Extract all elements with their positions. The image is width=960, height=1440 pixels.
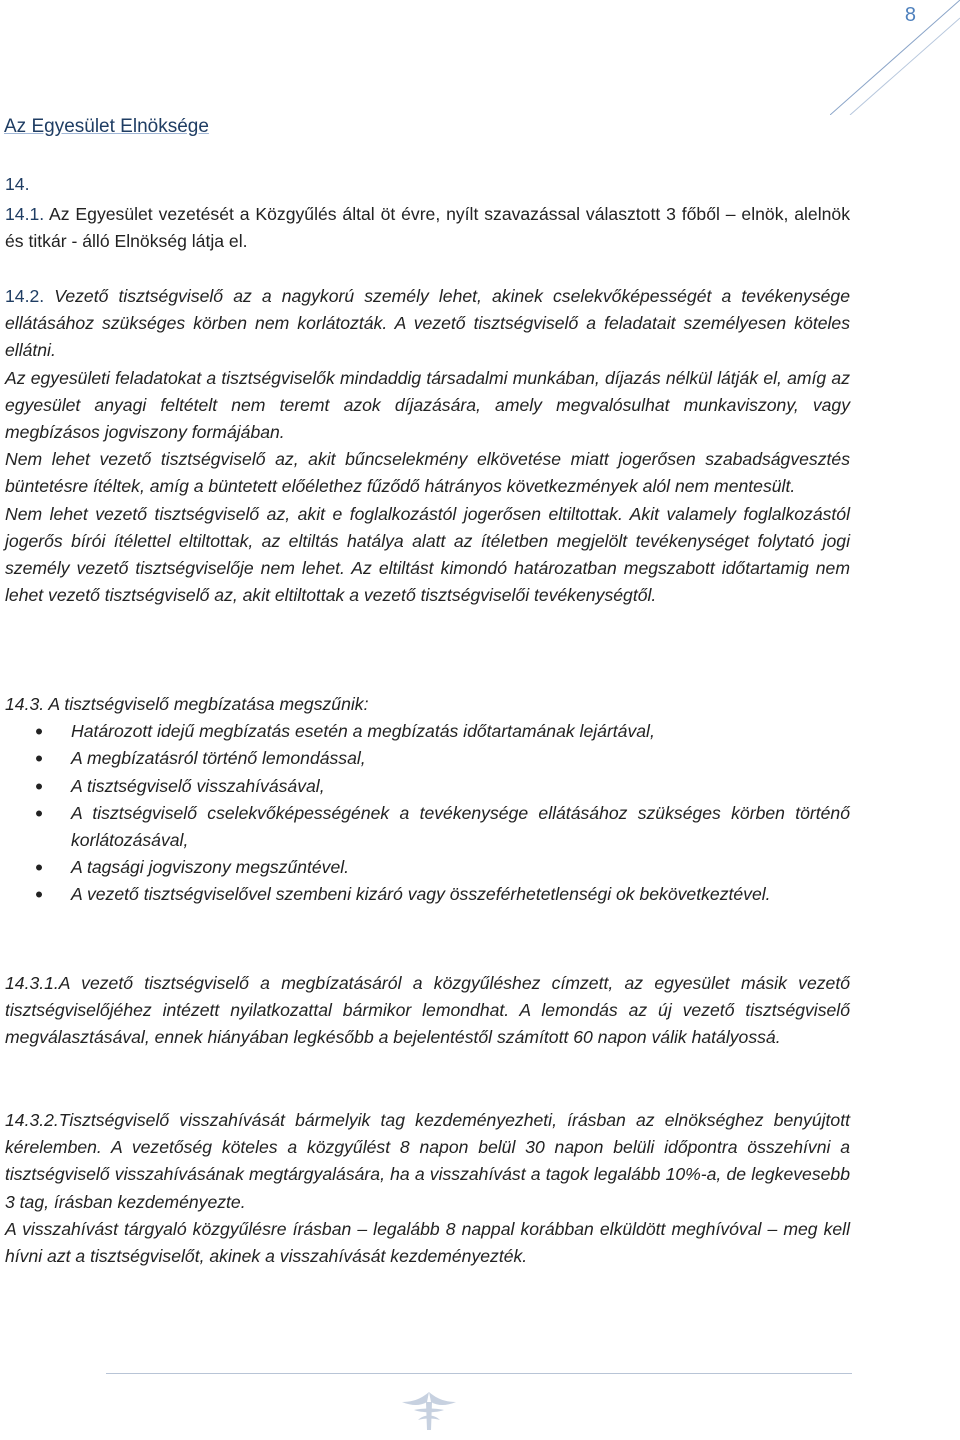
- list-item: • A tisztségviselő visszahívásával,: [5, 773, 850, 800]
- paragraph-14-3-heading: 14.3. A tisztségviselő megbízatása megszűnik:: [5, 694, 369, 714]
- list-item: • A megbízatásról történő lemondással,: [5, 745, 850, 772]
- paragraph-14-2-c: Nem lehet vezető tisztségviselő az, akit bűncselekmény elkövetése miatt jogerősen szabadságvesztés büntetésre ítéltek, amíg a büntetett előélethez fűződő hátrányos következmények alól nem mentesült.: [5, 449, 850, 497]
- paragraph-14-3-2-b: A visszahívást tárgyaló közgyűlésre írásban – legalább 8 nappal korábban elküldött meghívóval – meg kell hívni azt a tisztségviselőt, akinek a visszahívását kezdeményezték.: [5, 1218, 850, 1267]
- list-item: • A tagsági jogviszony megszűntével.: [5, 854, 850, 881]
- paragraph-14-3: [5, 691, 850, 909]
- bird-logo-icon: [394, 1380, 464, 1440]
- paragraph-14-2: 14.2. Vezető tisztségviselő az a nagykorú személy lehet, akinek cselekvőképességét a tevékenysége ellátásához szükséges körben nem korlátozták. A vezető tisztségviselő a feladatait személyesen köteles ellátni. Az egyesületi feladatokat a tisztségviselők mindaddig társadalmi munkában, díjazás nélkül látják el, amíg az egyesület anyagi feltételt nem teremt azok díjazására, amely megvalósulhat munkaviszony, vagy megbízásos jogviszony formájában. Nem lehet vezető tisztségviselő az, akit bűncselekmény elkövetése miatt jogerősen szabadságvesztés büntetésre ítéltek, amíg a büntetett előélethez fűződő hátrányos következmények alól nem mentesült. Nem lehet vezető tisztségviselő az, akit e foglalkozástól jogerősen eltiltottak. Akit valamely foglalkozástól jogerős bírói ítélettel eltiltottak, az eltiltás hatálya alatt az ítéletben megjelölt tevékenységet folytató jogi személy vezető tisztségviselője nem lehet. Az eltiltást kimondó határozatban megszabott időtartamig nem lehet vezető tisztségviselő az, akit eltiltottak a vezető tisztségviselői tevékenységtől.: [5, 283, 850, 609]
- section-number: 14.: [5, 174, 30, 194]
- corner-fold-icon: [830, 0, 960, 115]
- list-item: • A tisztségviselő cselekvőképességének a tevékenysége ellátásához szükséges körben történő korlátozásával,: [5, 800, 850, 854]
- paragraph-14-3-2: 14.3.2.Tisztségviselő visszahívását bármelyik tag kezdeményezheti, írásban az elnökséghez benyújtott kérelemben. A vezetőség köteles a közgyűlést 8 napon belül 30 napon belüli időpontra összehívni a tisztségviselő visszahívásának megtárgyalására, ha a visszahívást a tagok legalább 10%-a, de legkevesebb 3 tag, írásban kezdeményezte. A visszahívást tárgyaló közgyűlésre írásban – legalább 8 nappal korábban elküldött meghívóval – meg kell hívni azt a tisztségviselőt, akinek a visszahívását kezdeményezték.: [5, 1107, 850, 1270]
- list-item: • A vezető tisztségviselővel szembeni kizáró vagy összeférhetetlenségi ok bekövetkeztével.: [5, 881, 850, 908]
- page-number: 8: [904, 4, 916, 26]
- paragraph-14-2-d: Nem lehet vezető tisztségviselő az, akit e foglalkozástól jogerősen eltiltottak. Akit valamely foglalkozástól jogerős bírói ítélettel eltiltottak, az eltiltás hatálya alatt az ítéletben megjelölt tevékenységet folytató jogi személy vezető tisztségviselője nem lehet. Az eltiltást kimondó határozatban megszabott időtartamig nem lehet vezető tisztségviselő az, akit eltiltottak a vezető tisztségviselői tevékenységtől.: [5, 503, 850, 606]
- page-title: Az Egyesület Elnöksége: [4, 116, 209, 137]
- paragraph-14-2-b: Az egyesületi feladatokat a tisztségviselők mindaddig társadalmi munkában, díjazás nélkül látják el, amíg az egyesület anyagi feltételt nem teremt azok díjazására, amely megvalósulhat munkaviszony, vagy megbízásos jogviszony formájában.: [5, 367, 850, 443]
- paragraph-14-1: 14.1. Az Egyesület vezetését a Közgyűlés által öt évre, nyílt szavazással választott 3 főből – elnök, alelnök és titkár - álló Elnökség látja el.: [5, 204, 850, 252]
- footer-divider: [106, 1373, 852, 1374]
- termination-list: [5, 718, 850, 908]
- list-item: • Határozott idejű megbízatás esetén a megbízatás időtartamának lejártával,: [5, 718, 850, 745]
- paragraph-14-3-1: 14.3.1.A vezető tisztségviselő a megbízatásáról a közgyűléshez címzett, az egyesület másik vezető tisztségviselőjéhez intézett nyilatkozattal bármikor lemondhat. A lemondás az új vezető tisztségviselő megválasztásával, ennek hiányában legkésőbb a bejelentéstől számított 60 napon válik hatályossá.: [5, 973, 850, 1048]
